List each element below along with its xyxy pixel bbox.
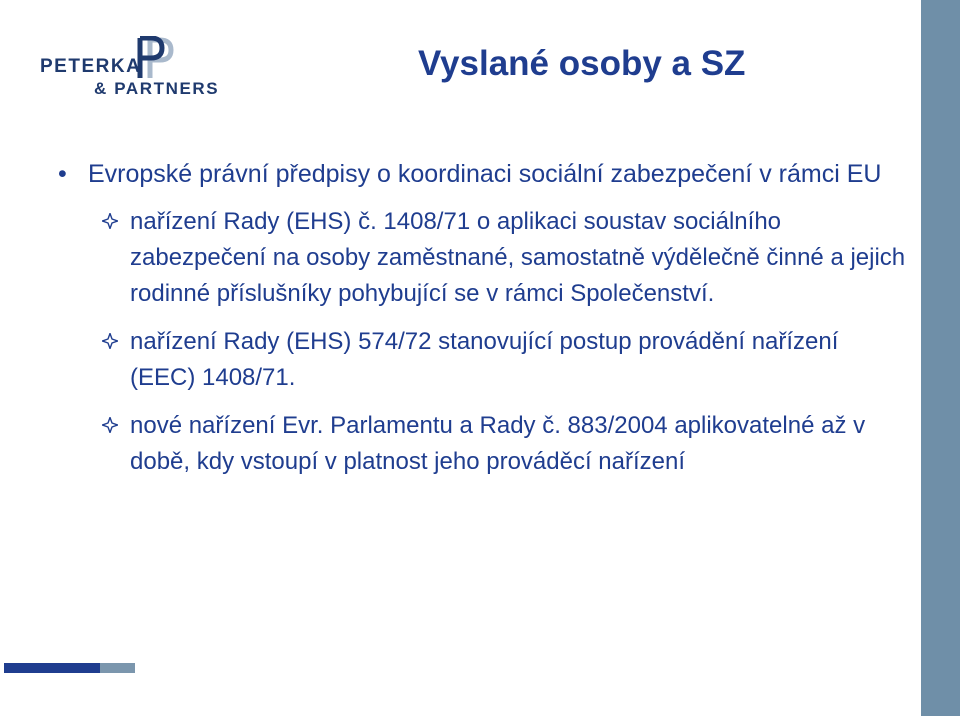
footer-bar-light [100, 663, 135, 673]
logo-text-line1: PETERKA [40, 56, 142, 77]
bullet-dot-icon: • [58, 160, 67, 188]
sub-bullet-text: nařízení Rady (EHS) č. 1408/71 o aplikaci soustav sociálního zabezpečení na osoby zaměstnané, samostatně výdělečně činné a jejich rodinné příslušníky pohybující se v rámci Společenství. [130, 208, 906, 307]
diamond-bullet-icon [102, 333, 118, 349]
sub-bullet-list [58, 204, 908, 480]
diamond-bullet-icon [102, 213, 118, 229]
sub-bullet-text: nařízení Rady (EHS) 574/72 stanovující postup provádění nařízení (EEC) 1408/71. [130, 328, 839, 391]
logo-pp-mark-icon [136, 36, 176, 80]
sub-bullet-item [100, 204, 908, 312]
slide-title: Vyslané osoby a SZ [418, 44, 746, 83]
footer-bar-dark [4, 663, 100, 673]
logo-text-line2: & PARTNERS [94, 79, 220, 98]
sub-bullet-item [100, 324, 908, 396]
side-bar-decoration [921, 0, 960, 716]
company-logo [40, 36, 272, 100]
bullet-item-main-text: Evropské právní předpisy o koordinaci sociální zabezpečení v rámci EU [88, 160, 882, 188]
diamond-bullet-icon [102, 417, 118, 433]
sub-bullet-text: nové nařízení Evr. Parlamentu a Rady č. 883/2004 aplikovatelné až v době, kdy vstoupí v platnost jeho prováděcí nařízení [130, 412, 866, 475]
sub-bullet-item [100, 408, 908, 480]
footer-accent-bars [4, 663, 135, 673]
bullet-item-main [58, 156, 908, 193]
slide-content [58, 156, 908, 492]
